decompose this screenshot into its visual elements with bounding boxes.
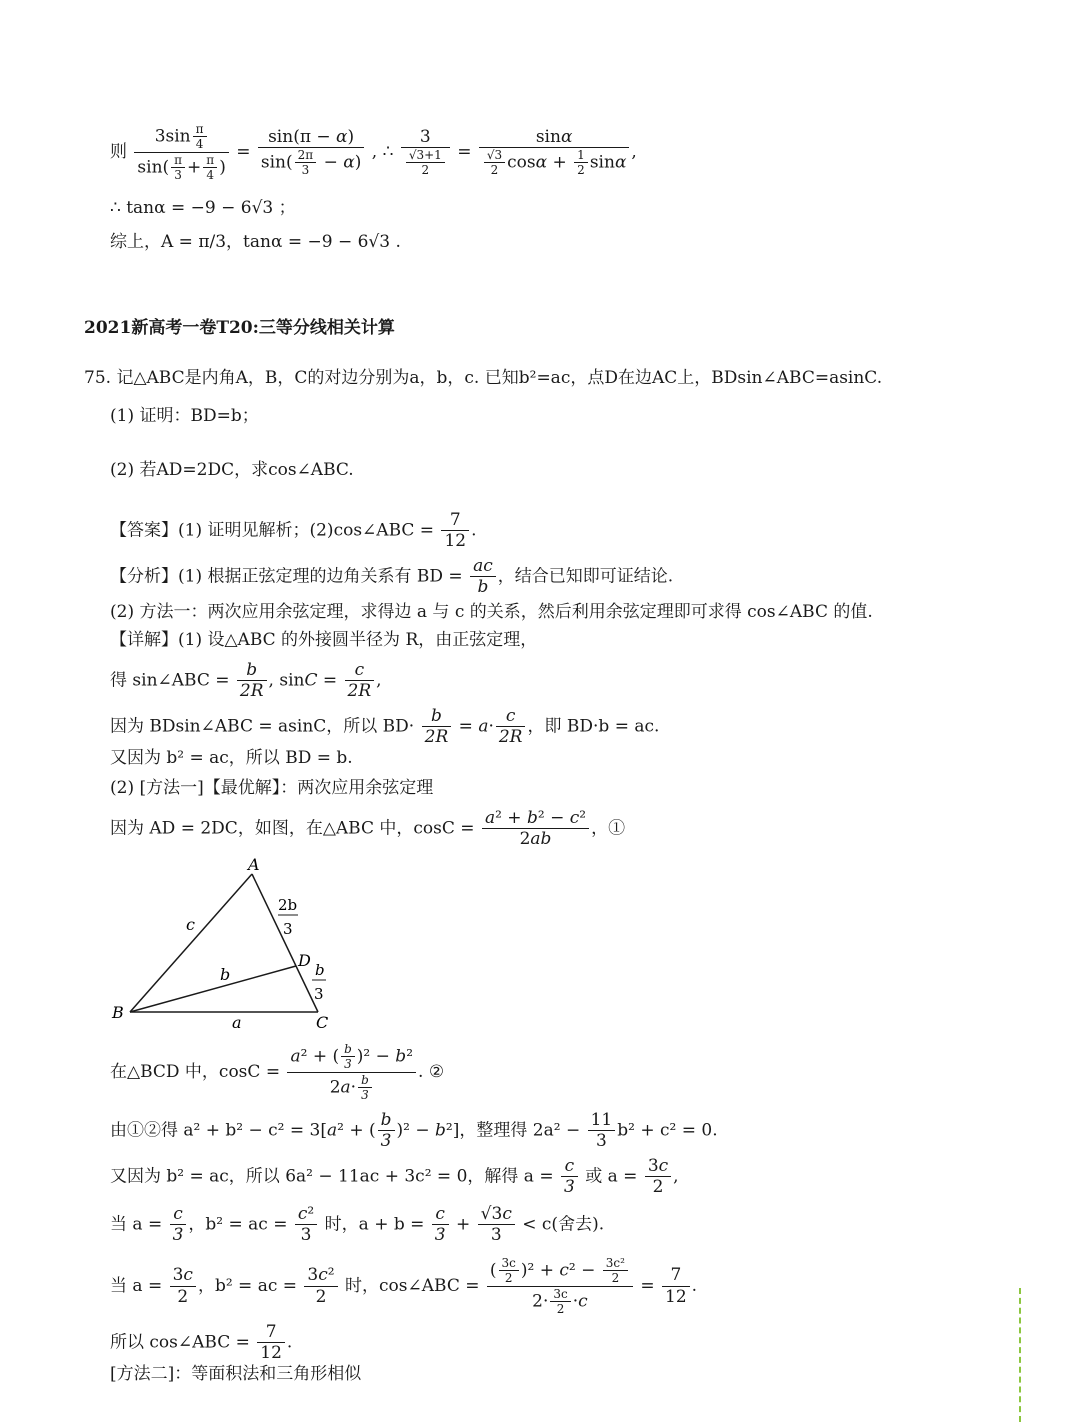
vertex-a-label: A: [248, 855, 260, 874]
analysis-line: 【分析】(1) 根据正弦定理的边角关系有 BD = $\frac{ac}{b}$ ，结合已知即可证结论.: [110, 556, 674, 598]
problem-statement: [84, 368, 882, 389]
seg-ad-num: 2b: [278, 896, 298, 914]
method-line: (2) 方法一：两次应用余弦定理，求得边 a 与 c 的关系，然后利用余弦定理即可求得 cos∠ABC 的值.: [110, 602, 873, 622]
answer-line: 【答案】(1) 证明见解析；(2)cos∠ABC = $\frac{7}{12}$ .: [110, 510, 477, 552]
top-formula-line: 则 3sin $\frac{\pi}{4}$ sin( $\frac{\pi}{3}$ + $\frac{\pi}{4}$ ) = sin(π − α) sin( $\frac{2\pi}{3}$ − α) , ∴ $\frac{3}{\frac{√3+1}{2}}$ = sinα $\frac{√3}{2}$ cosα + $\frac{1}{2}$ sinα ,: [110, 122, 637, 183]
sin-line: 得 sin∠ABC = $\frac{b}{2R}$ , sinC = $\frac{c}{2R}$ ,: [110, 660, 382, 702]
part-two: (2) 若AD=2DC，求cos∠ABC.: [110, 460, 354, 480]
because-line: 因为 BDsin∠ABC = asinC，所以 BD· $\frac{b}{2R}$ = a· $\frac{c}{2R}$ ，即 BD·b = ac.: [110, 706, 660, 748]
problem-number: 75.: [84, 368, 112, 388]
solve-line: 又因为 b² = ac，所以 6a² − 11ac + 3c² = 0，解得 a = $\frac{c}{3}$ 或 a = $\frac{3c}{2}$ ,: [110, 1156, 679, 1198]
side-c-label: c: [186, 915, 195, 934]
summary-line: 综上，A = π/3，tanα = −9 − 6√3 .: [110, 232, 401, 252]
method1-heading: (2) [方法一]【最优解】：两次应用余弦定理: [110, 778, 434, 798]
seg-ad-den: 3: [283, 920, 293, 938]
vertex-c-label: C: [316, 1013, 329, 1032]
so-line: 所以 cos∠ABC = $\frac{7}{12}$ .: [110, 1322, 293, 1364]
seg-dc-den: 3: [314, 985, 324, 1003]
margin-dashed-line: [1019, 1288, 1021, 1422]
section-heading: 2021新高考一卷T20:三等分线相关计算: [84, 318, 395, 338]
side-b-label: b: [220, 965, 231, 984]
tan-line: ∴ tanα = −9 − 6√3 ；: [110, 198, 296, 218]
method2-heading: [方法二]：等面积法和三角形相似: [110, 1364, 362, 1384]
from12-line: 由①②得 a² + b² − c² = 3[a² + ( $\frac{b}{3}$ )² − b²]，整理得 2a² − $\frac{11}{3}$ b² + c² = 0.: [110, 1110, 718, 1152]
vertex-b-label: B: [112, 1003, 124, 1022]
detail-line: 【详解】(1) 设△ABC 的外接圆半径为 R，由正弦定理，: [110, 630, 538, 650]
when1-line: 当 a = $\frac{c}{3}$ ，b² = ac = $\frac{\text{c²}}{3}$ 时，a + b = $\frac{c}{3}$ + $\frac{√3c}{3}$ < c(舍去).: [110, 1204, 605, 1246]
bcd-line: 在△BCD 中，cosC = a² + ( $\frac{b}{3}$ )² − b² 2a· $\frac{b}{3}$ . ②: [110, 1042, 445, 1103]
side-a-label: a: [232, 1013, 242, 1032]
problem-text: 记△ABC是内角A，B，C的对边分别为a，b，c. 已知b²=ac，点D在边AC上，BDsin∠ABC=asinC.: [116, 368, 883, 388]
vertex-d-label: D: [298, 951, 311, 970]
seg-dc-num: b: [315, 961, 325, 979]
triangle-figure: [100, 850, 360, 1050]
again-line: 又因为 b² = ac，所以 BD = b.: [110, 748, 353, 768]
part-one: (1) 证明：BD=b；: [110, 406, 259, 426]
when2-line: 当 a = $\frac{3c}{2}$ ，b² = ac = $\frac{\text{3c²}}{2}$ 时，cos∠ABC = ( $\frac{3c}{2}$ )² + c² − $\frac{\text{3c²}}{2}$ 2· $\frac{3c}{2}$ ·c = $\frac{7}{12}$ .: [110, 1256, 698, 1317]
ad-line: 因为 AD = 2DC，如图，在△ABC 中，cosC = $\frac{\text{a² + b² − c²}}{2ab}$ ，①: [110, 808, 626, 850]
